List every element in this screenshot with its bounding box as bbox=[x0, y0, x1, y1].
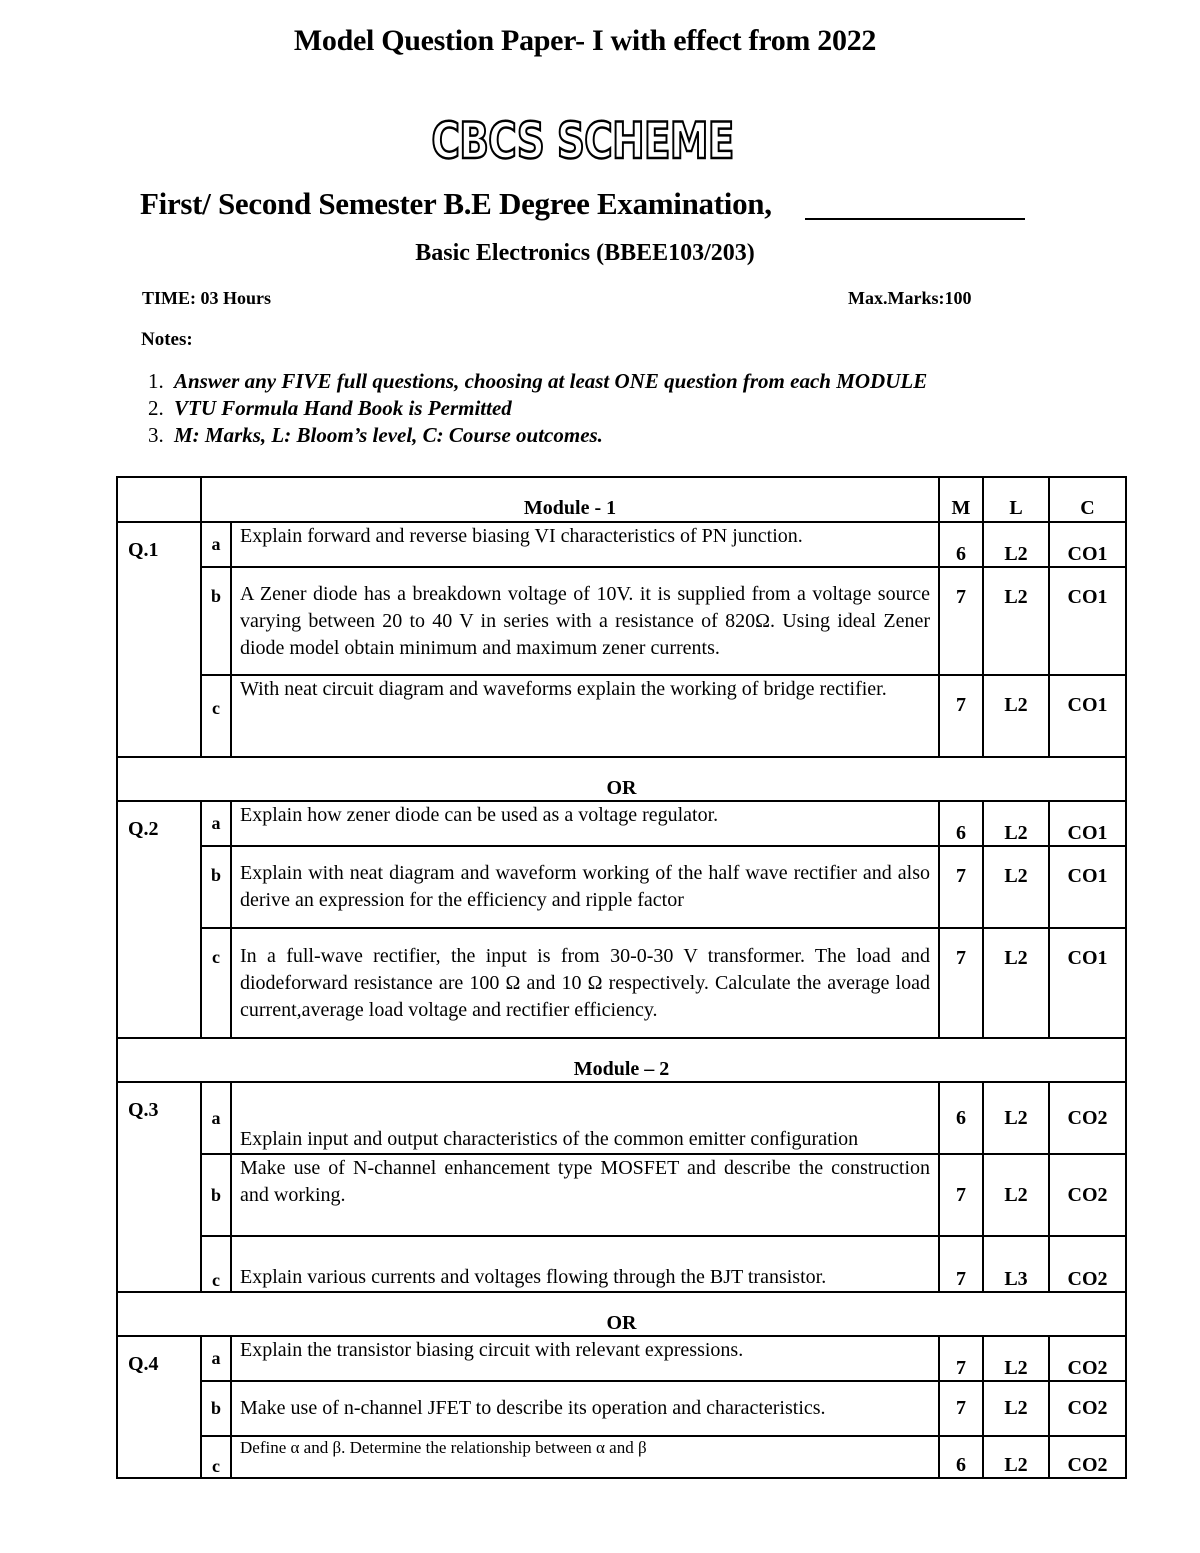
part-label: a bbox=[201, 801, 231, 846]
table-row bbox=[117, 567, 1126, 675]
level-cell: L2 bbox=[983, 567, 1049, 675]
part-label: b bbox=[201, 1154, 231, 1236]
note-item: 1. Answer any FIVE full questions, choosing at least ONE question from each MODULE bbox=[148, 369, 928, 393]
part-label: b bbox=[201, 567, 231, 675]
level-cell: L2 bbox=[983, 675, 1049, 757]
level-cell: L2 bbox=[983, 801, 1049, 846]
level-cell: L2 bbox=[983, 928, 1049, 1038]
question-text: Explain how zener diode can be used as a voltage regulator. bbox=[231, 801, 939, 846]
outcome-cell: CO2 bbox=[1049, 1381, 1126, 1436]
module-header-row bbox=[117, 477, 1126, 522]
question-text: Explain input and output characteristics of the common emitter configuration bbox=[231, 1082, 939, 1154]
outcome-cell: CO2 bbox=[1049, 1436, 1126, 1478]
note-text: M: Marks, L: Bloom’s level, C: Course outcomes. bbox=[174, 423, 603, 447]
or-separator-row bbox=[117, 757, 1126, 801]
question-text: Explain various currents and voltages flowing through the BJT transistor. bbox=[231, 1236, 939, 1292]
marks-cell: 7 bbox=[939, 675, 983, 757]
question-text: Make use of n-channel JFET to describe its operation and characteristics. bbox=[231, 1381, 939, 1436]
exam-heading: First/ Second Semester B.E Degree Examination, bbox=[140, 186, 772, 221]
part-label: b bbox=[201, 846, 231, 928]
notes-label: Notes: bbox=[141, 329, 193, 350]
level-cell: L3 bbox=[983, 1236, 1049, 1292]
note-item: 3. M: Marks, L: Bloom’s level, C: Course outcomes. bbox=[148, 423, 603, 447]
outcome-cell: CO2 bbox=[1049, 1082, 1126, 1154]
level-cell: L2 bbox=[983, 1154, 1049, 1236]
table-row bbox=[117, 801, 1126, 846]
col-header-level: L bbox=[983, 477, 1049, 522]
question-number: Q.2 bbox=[117, 801, 201, 1038]
marks-cell: 6 bbox=[939, 522, 983, 567]
table-row bbox=[117, 846, 1126, 928]
marks-cell: 7 bbox=[939, 1381, 983, 1436]
part-label: a bbox=[201, 522, 231, 567]
exam-date-blank-line bbox=[805, 218, 1025, 220]
module-header-row bbox=[117, 1038, 1126, 1082]
col-header-marks: M bbox=[939, 477, 983, 522]
module-title: Module – 2 bbox=[117, 1038, 1126, 1082]
part-label: c bbox=[201, 1236, 231, 1292]
table-row bbox=[117, 1336, 1126, 1381]
question-text: With neat circuit diagram and waveforms explain the working of bridge rectifier. bbox=[231, 675, 939, 757]
question-text: A Zener diode has a breakdown voltage of 10V. it is supplied from a voltage source varying between 20 to 40 V in series with a resistance of 820Ω. Using ideal Zener diode model obtain minimum and maximum zener currents. bbox=[231, 567, 939, 675]
time-label: TIME: 03 Hours bbox=[142, 288, 272, 308]
level-cell: L2 bbox=[983, 1082, 1049, 1154]
question-number: Q.3 bbox=[117, 1082, 201, 1292]
or-label: OR bbox=[117, 757, 1126, 801]
marks-cell: 7 bbox=[939, 1336, 983, 1381]
note-text: Answer any FIVE full questions, choosing at least ONE question from each MODULE bbox=[174, 369, 928, 393]
scheme-banner: CBCS SCHEME bbox=[431, 112, 734, 170]
question-text: Explain forward and reverse biasing VI characteristics of PN junction. bbox=[231, 522, 939, 567]
subject-heading: Basic Electronics (BBEE103/203) bbox=[415, 240, 755, 266]
question-number: Q.4 bbox=[117, 1336, 201, 1478]
table-row bbox=[117, 1381, 1126, 1436]
level-cell: L2 bbox=[983, 846, 1049, 928]
part-label: a bbox=[201, 1336, 231, 1381]
part-label: b bbox=[201, 1381, 231, 1436]
or-label: OR bbox=[117, 1292, 1126, 1336]
question-table bbox=[116, 476, 1127, 1479]
marks-cell: 7 bbox=[939, 1154, 983, 1236]
marks-cell: 7 bbox=[939, 928, 983, 1038]
marks-cell: 6 bbox=[939, 1436, 983, 1478]
marks-cell: 7 bbox=[939, 567, 983, 675]
part-label: c bbox=[201, 1436, 231, 1478]
notes-list bbox=[148, 368, 927, 449]
part-label: c bbox=[201, 675, 231, 757]
marks-cell: 6 bbox=[939, 801, 983, 846]
outcome-cell: CO2 bbox=[1049, 1236, 1126, 1292]
table-row bbox=[117, 522, 1126, 567]
part-label: c bbox=[201, 928, 231, 1038]
outcome-cell: CO1 bbox=[1049, 567, 1126, 675]
outcome-cell: CO2 bbox=[1049, 1154, 1126, 1236]
level-cell: L2 bbox=[983, 1436, 1049, 1478]
outcome-cell: CO1 bbox=[1049, 675, 1126, 757]
level-cell: L2 bbox=[983, 1381, 1049, 1436]
col-header-outcome: C bbox=[1049, 477, 1126, 522]
marks-cell: 7 bbox=[939, 846, 983, 928]
max-marks-label: Max.Marks:100 bbox=[848, 288, 972, 308]
table-row bbox=[117, 1436, 1126, 1478]
part-label: a bbox=[201, 1082, 231, 1154]
outcome-cell: CO1 bbox=[1049, 522, 1126, 567]
outcome-cell: CO1 bbox=[1049, 846, 1126, 928]
level-cell: L2 bbox=[983, 522, 1049, 567]
or-separator-row bbox=[117, 1292, 1126, 1336]
question-text: Explain the transistor biasing circuit with relevant expressions. bbox=[231, 1336, 939, 1381]
paper-title: Model Question Paper- I with effect from 2022 bbox=[293, 24, 877, 57]
marks-cell: 6 bbox=[939, 1082, 983, 1154]
marks-cell: 7 bbox=[939, 1236, 983, 1292]
note-text: VTU Formula Hand Book is Permitted bbox=[174, 396, 512, 420]
outcome-cell: CO1 bbox=[1049, 928, 1126, 1038]
level-cell: L2 bbox=[983, 1336, 1049, 1381]
question-text: In a full-wave rectifier, the input is from 30-0-30 V transformer. The load and diodeforward resistance are 100 Ω and 10 Ω respectively. Calculate the average load current,average load voltage and rectifier efficiency. bbox=[231, 928, 939, 1038]
outcome-cell: CO1 bbox=[1049, 801, 1126, 846]
note-item: 2. VTU Formula Hand Book is Permitted bbox=[148, 396, 512, 420]
outcome-cell: CO2 bbox=[1049, 1336, 1126, 1381]
question-text: Make use of N-channel enhancement type MOSFET and describe the construction and working. bbox=[231, 1154, 939, 1236]
question-text: Explain with neat diagram and waveform working of the half wave rectifier and also derive an expression for the efficiency and ripple factor bbox=[231, 846, 939, 928]
question-text: Define α and β. Determine the relationship between α and β bbox=[231, 1436, 939, 1478]
table-row bbox=[117, 675, 1126, 757]
module-title: Module - 1 bbox=[201, 477, 939, 522]
table-row bbox=[117, 1236, 1126, 1292]
table-row bbox=[117, 1082, 1126, 1154]
table-row bbox=[117, 1154, 1126, 1236]
question-number: Q.1 bbox=[117, 522, 201, 757]
table-row bbox=[117, 928, 1126, 1038]
